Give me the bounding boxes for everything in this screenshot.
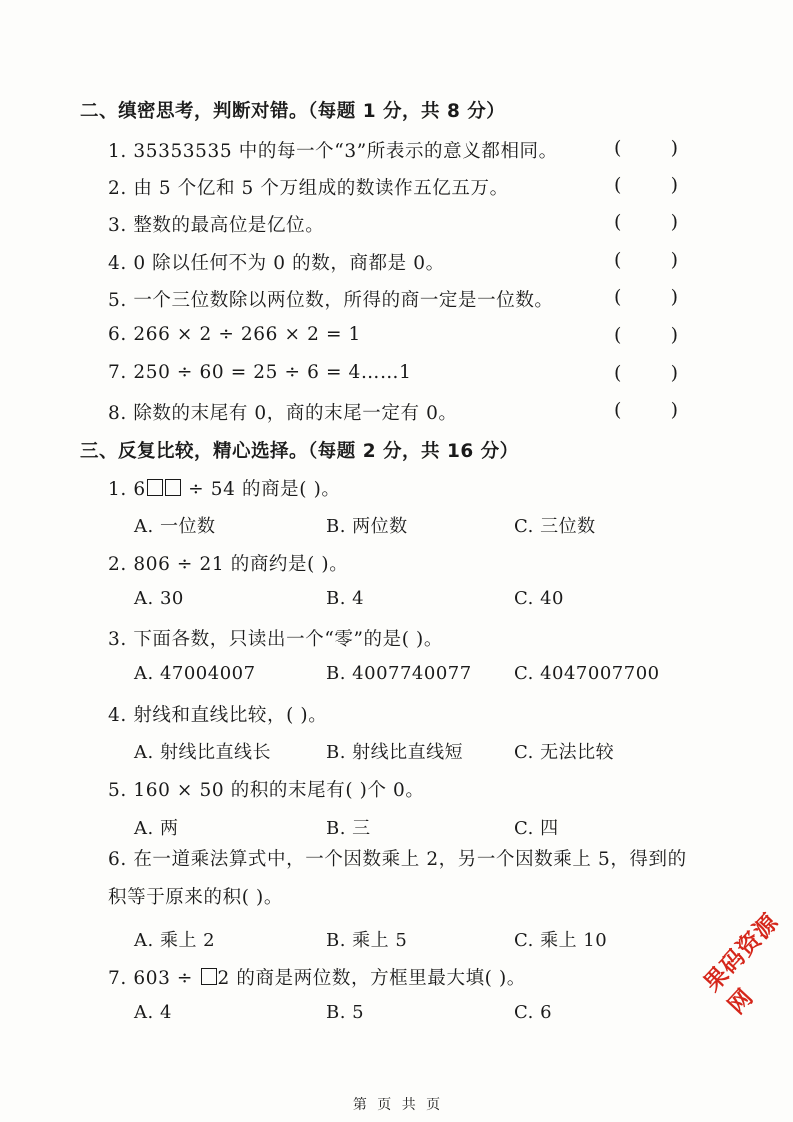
section-2-heading: 二、缜密思考，判断对错。（每题 1 分，共 8 分） xyxy=(80,101,506,122)
answer-parens-7[interactable]: ( ) xyxy=(614,362,678,384)
option-6c[interactable]: C. 乘上 10 xyxy=(514,930,608,951)
choice-question-6: 6. 在一道乘法算式中，一个因数乘上 2，另一个因数乘上 5，得到的积等于原来的积( )。 xyxy=(108,849,687,908)
blank-box[interactable] xyxy=(165,479,181,496)
answer-parens-1[interactable]: ( ) xyxy=(614,137,678,159)
choice-question-7: 7. 603 ÷ 2 的商是两位数，方框里最大填( )。 xyxy=(108,968,526,989)
answer-parens-2[interactable]: ( ) xyxy=(614,174,678,196)
option-2a[interactable]: A. 30 xyxy=(134,588,184,609)
watermark-stamp: 果码资源网 xyxy=(699,908,784,1020)
option-5c[interactable]: C. 四 xyxy=(514,818,559,839)
answer-parens-6[interactable]: ( ) xyxy=(614,324,678,346)
option-2b[interactable]: B. 4 xyxy=(326,588,365,609)
option-1b[interactable]: B. 两位数 xyxy=(326,516,408,537)
option-4c[interactable]: C. 无法比较 xyxy=(514,742,615,763)
judge-item-8: 8. 除数的末尾有 0，商的末尾一定有 0。 xyxy=(108,403,458,424)
page-footer: 第 页 共 页 xyxy=(352,1097,441,1113)
judge-item-7: 7. 250 ÷ 60 = 25 ÷ 6 = 4……1 xyxy=(108,362,412,383)
choice-question-2: 2. 806 ÷ 21 的商约是( )。 xyxy=(108,554,349,575)
answer-parens-4[interactable]: ( ) xyxy=(614,249,678,271)
option-2c[interactable]: C. 40 xyxy=(514,588,564,609)
option-1c[interactable]: C. 三位数 xyxy=(514,516,596,537)
option-6b[interactable]: B. 乘上 5 xyxy=(326,930,408,951)
answer-parens-8[interactable]: ( ) xyxy=(614,399,678,421)
judge-item-4: 4. 0 除以任何不为 0 的数，商都是 0。 xyxy=(108,253,445,274)
option-1a[interactable]: A. 一位数 xyxy=(134,516,216,537)
option-4a[interactable]: A. 射线比直线长 xyxy=(134,742,271,763)
option-6a[interactable]: A. 乘上 2 xyxy=(134,930,216,951)
judge-item-5: 5. 一个三位数除以两位数，所得的商一定是一位数。 xyxy=(108,290,554,311)
option-3b[interactable]: B. 4007740077 xyxy=(326,663,472,684)
choice-question-5: 5. 160 × 50 的积的末尾有( )个 0。 xyxy=(108,780,425,801)
option-7a[interactable]: A. 4 xyxy=(134,1002,172,1023)
blank-box[interactable] xyxy=(201,968,217,985)
option-3c[interactable]: C. 4047007700 xyxy=(514,663,660,684)
option-3a[interactable]: A. 47004007 xyxy=(134,663,256,684)
judge-item-6: 6. 266 × 2 ÷ 266 × 2 = 1 xyxy=(108,324,361,345)
judge-item-2: 2. 由 5 个亿和 5 个万组成的数读作五亿五万。 xyxy=(108,178,509,199)
option-5b[interactable]: B. 三 xyxy=(326,818,371,839)
choice-question-1: 1. 6 ÷ 54 的商是( )。 xyxy=(108,479,341,500)
option-7b[interactable]: B. 5 xyxy=(326,1002,365,1023)
option-7c[interactable]: C. 6 xyxy=(514,1002,553,1023)
choice-question-3: 3. 下面各数，只读出一个“零”的是( )。 xyxy=(108,629,443,650)
blank-box[interactable] xyxy=(147,479,163,496)
answer-parens-3[interactable]: ( ) xyxy=(614,211,678,233)
option-5a[interactable]: A. 两 xyxy=(134,818,179,839)
judge-item-3: 3. 整数的最高位是亿位。 xyxy=(108,215,325,236)
choice-question-4: 4. 射线和直线比较，( )。 xyxy=(108,705,328,726)
answer-parens-5[interactable]: ( ) xyxy=(614,286,678,308)
option-4b[interactable]: B. 射线比直线短 xyxy=(326,742,464,763)
judge-item-1: 1. 35353535 中的每一个“3”所表示的意义都相同。 xyxy=(108,141,558,162)
section-3-heading: 三、反复比较，精心选择。（每题 2 分，共 16 分） xyxy=(80,441,519,462)
